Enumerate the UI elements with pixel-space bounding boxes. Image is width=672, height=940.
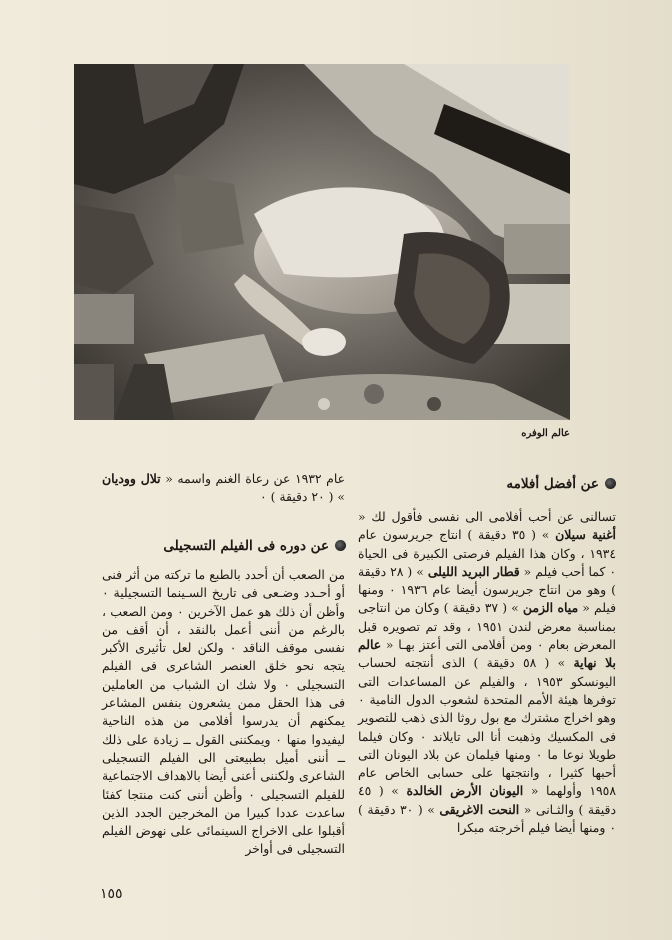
photo-graphic xyxy=(74,64,570,420)
text-run: » ( ٣٥ دقيقة ) انتاج جريرسون عام ١٩٣٤ ، وكان هذا الفيلم فرصتى الكبيرة فى الحياة ٠ كما أحب فيلم « xyxy=(358,527,617,579)
text-run: » ( ٢٨ دقيقة ) وهو من انتاج جريرسون أيضا عام ١٩٣٦ ٠ ومنها فيلم « xyxy=(358,563,617,616)
left-column xyxy=(102,566,345,859)
bullet-icon xyxy=(605,478,616,489)
rubble-photo xyxy=(74,64,570,420)
film-title: عالم بلا نهاية xyxy=(358,637,616,671)
film-title: أغنية سيلان xyxy=(555,527,616,543)
left-top-text-1: عام ١٩٣٢ عن رعاة الغنم واسمه « xyxy=(160,471,345,486)
left-top-paragraph xyxy=(102,470,345,507)
text-run: » ( ٣٧ دقيقة ) وكان من انتاجى بمناسبة معرض لندن ١٩٥١ ، وقد تم تصويره قبل المعرض بعام ٠ ومن أفلامى التى أعتز بهـا « xyxy=(358,600,616,653)
right-column-paragraph xyxy=(358,508,616,837)
film-title: مياه الزمن xyxy=(522,600,579,616)
heading-role-documentary xyxy=(163,538,346,554)
photo-caption: عالم الوفره xyxy=(521,428,570,439)
left-column-paragraph: من الصعب أن أحدد بالطبع ما تركته من أثر فنى أو أحـدد وضـعى فى تاريخ السـينما التسجيلية ٠ وأظن أن ذلك هو عمل الآخرين ٠ ومن الصعب ، بالرغم من أننى أعمل بالنقد ، أن أقف من نفسى موقف الناقد ٠ ولكن لعل تأثيرى الأكبر يتجه نحو خلق العنصر الشاعرى فى الفيلم التسجيلى ٠ ولا شك ان الشباب من العاملين فى هذا الحقل ممن يشعرون بنفس المشاعر يمكنهم أن يدرسوا أفلامى من هذه الناحية ليفيدوا منها ٠ ويمكننى القول ــ زيادة على ذلك ــ أننى أميل بطبيعتى الى الفيلم التسجيلى الشاعرى ولكننى أعنى أيضا بالاهداف الاجتماعية للفيلم التسجيلى ٠ وأظن أننى كنت منتجا كفئا ساعدت عددا كبيرا من المخرجين الجدد الذين أقبلوا على الاخراج السينمائى على نهوض الفيلم التسجيلى فى أواخر xyxy=(102,567,345,857)
text-run: » ( ٥٨ دقيقة ) الذى أنتجته لحساب اليونسكو ١٩٥٣ ، والفيلم عن المساعدات التى توفرها هيئة الأمم المتحدة لشعوب الدول النامية ٠ وهو اخراج مشترك مع بول روثا الذى ذهب للتصوير فى المكسيك وذهبت أنا الى تايلاند ٠ وكان فيلما طويلا نوعا ما ٠ ومنها فيلمان عن بلاد اليونان التى أحبها كثيرا ، وانتجتها على حسابى الخاص عام ١٩٥٨ وأولهما « xyxy=(358,655,617,799)
text-run: تسالنى عن أحب أفلامى الى نفسى فأقول لك « xyxy=(358,509,616,524)
heading-best-films-text: عن أفضل أفلامه xyxy=(506,476,599,492)
text-run: » ( ٤٥ دقيقة ) والثـانى « xyxy=(358,783,616,817)
film-title-hills-valleys: تلال ووديان xyxy=(102,471,161,486)
left-top-text-2: » ( ٢٠ دقيقة ) ٠ xyxy=(259,489,345,505)
bullet-icon xyxy=(335,540,346,551)
film-title: النحت الاغريقى xyxy=(439,801,520,817)
right-column xyxy=(358,508,616,837)
film-title: اليونان الأرض الخالدة xyxy=(406,783,524,799)
page-number: ١٥٥ xyxy=(100,886,123,902)
heading-role-documentary-text: عن دوره فى الفيلم التسجيلى xyxy=(163,538,329,554)
heading-best-films xyxy=(506,476,616,492)
film-title: قطار البريد الليلى xyxy=(427,563,520,579)
text-run: » ( ٣٠ دقيقة ) ٠ ومنها أيضا فيلم أخرجته مبكرا xyxy=(358,801,616,836)
